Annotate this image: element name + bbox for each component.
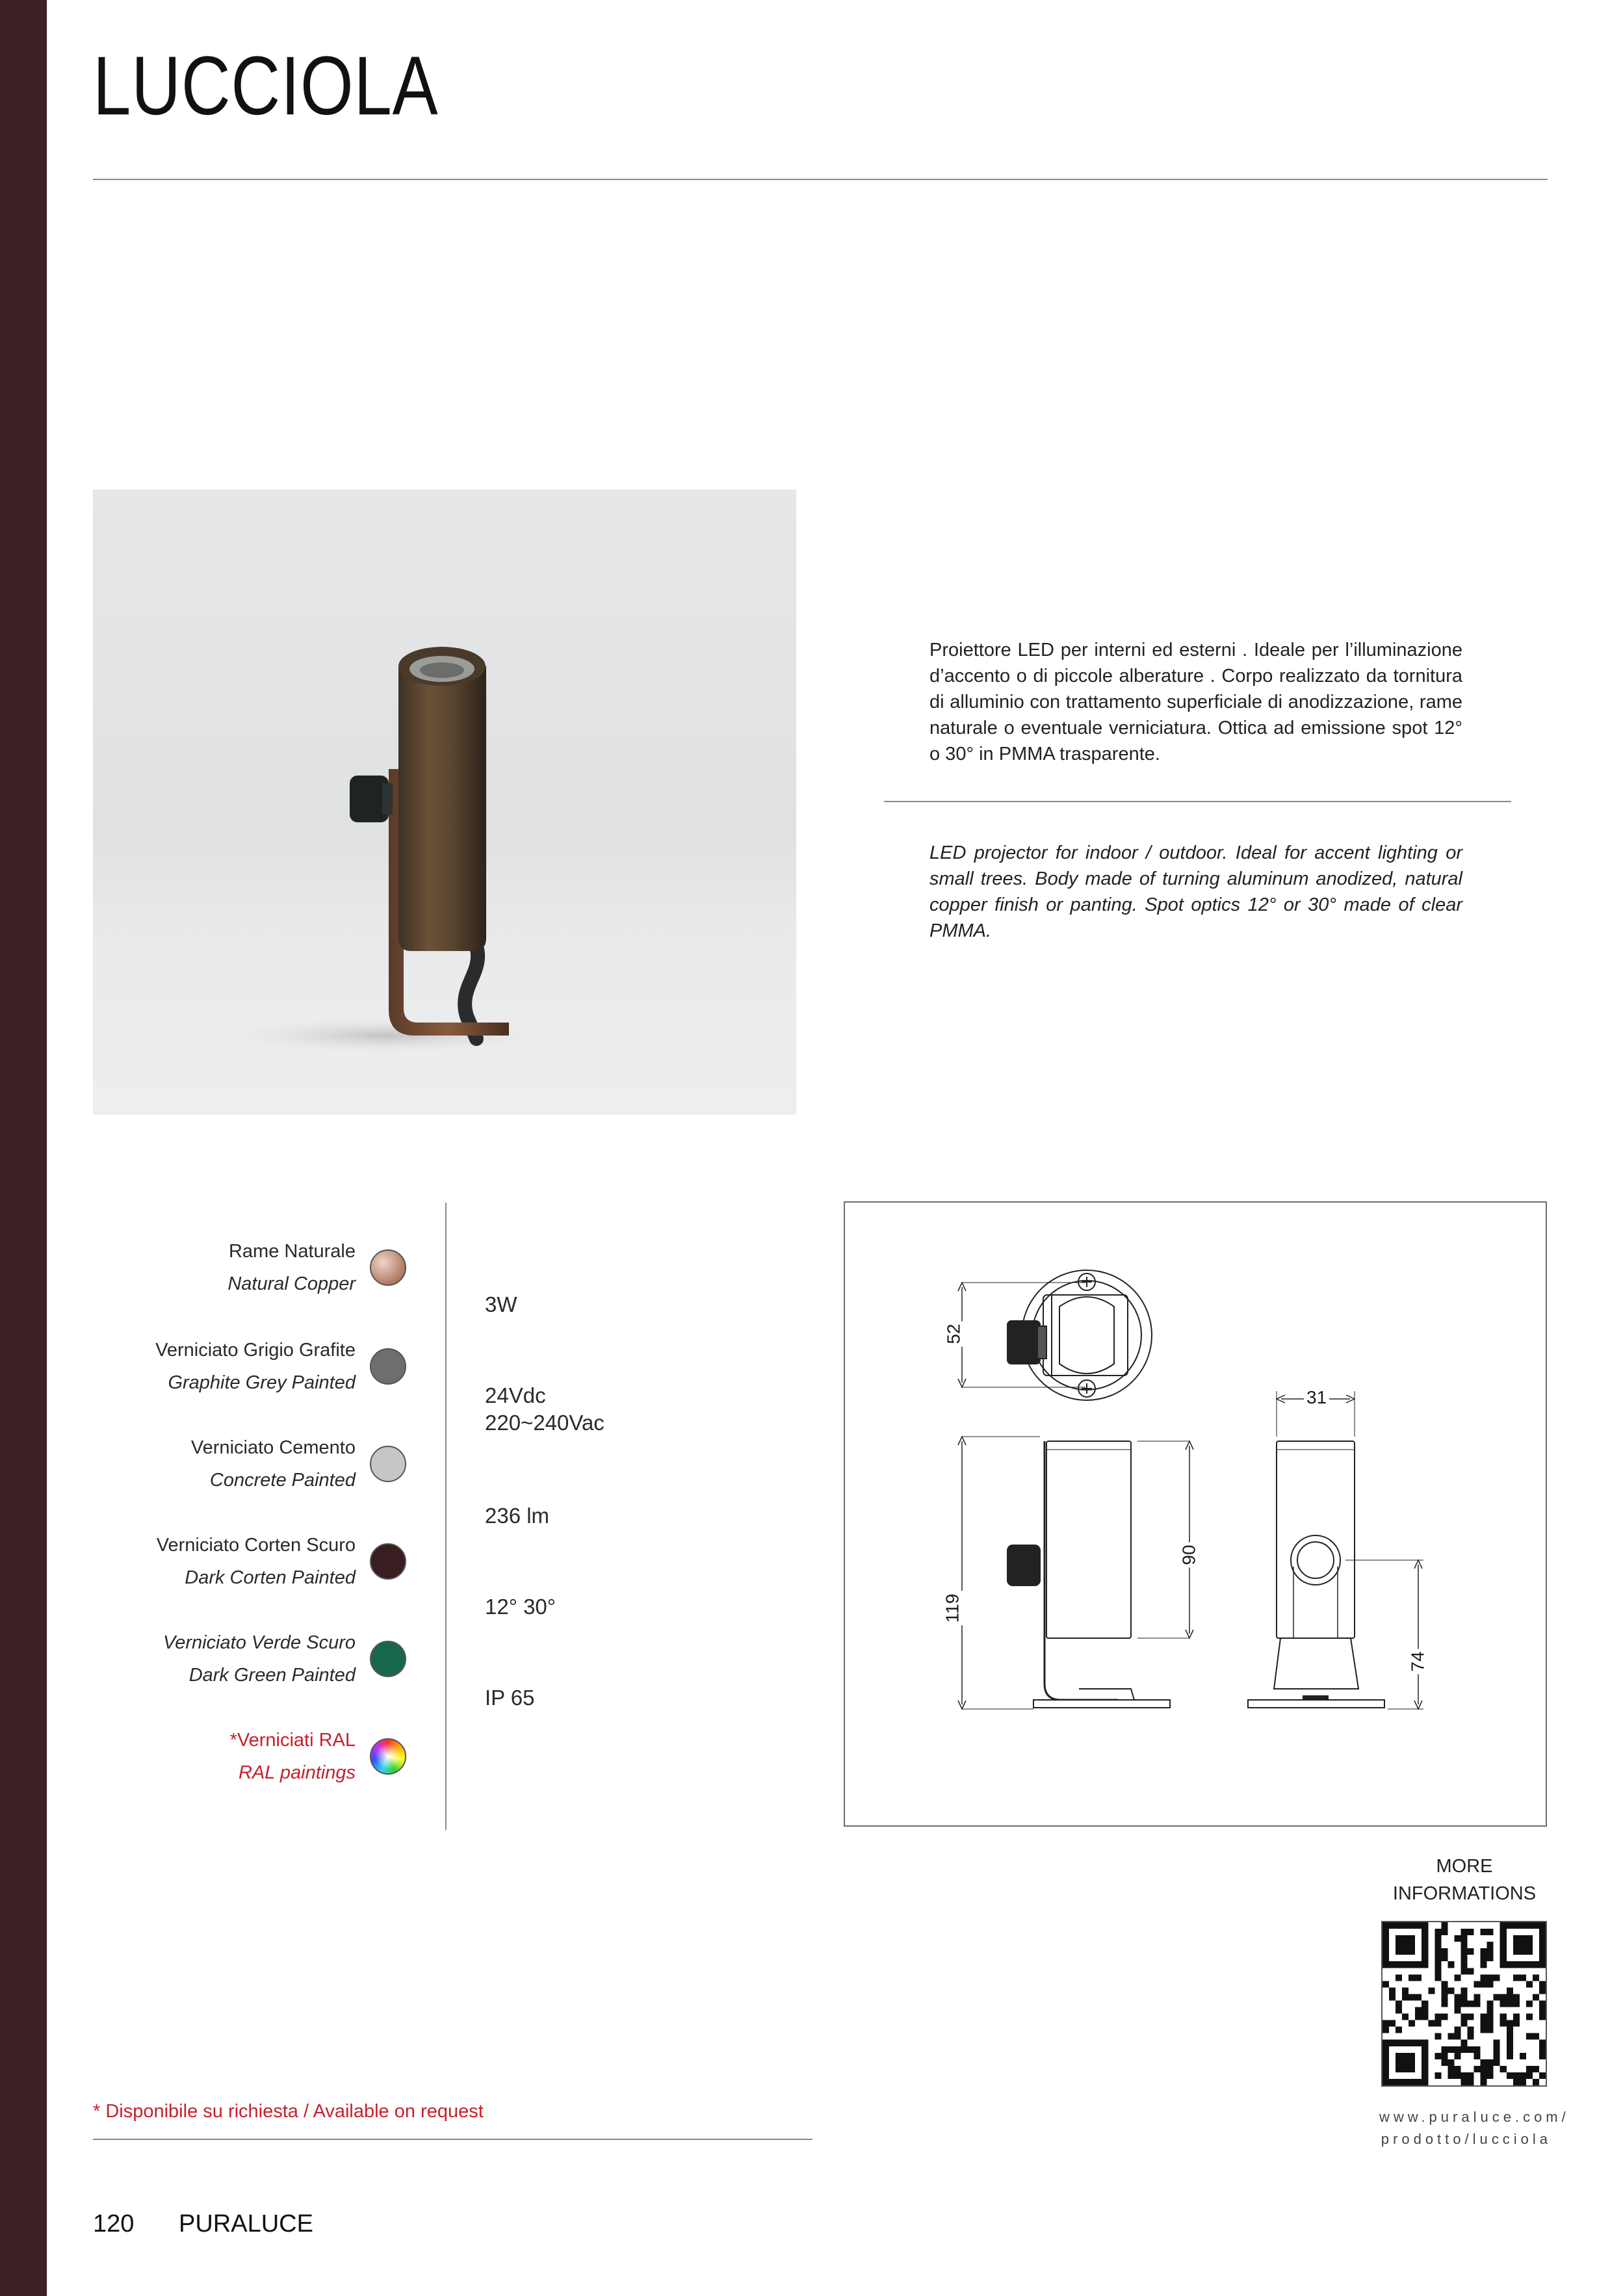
finish-label-en: RAL paintings [238,1762,356,1783]
finish-graphite-grey [97,1334,406,1399]
finish-label-it: Verniciato Verde Scuro [162,1632,356,1653]
dark-corten-swatch [370,1543,406,1580]
dim-label-90: 90 [1179,1542,1200,1567]
finish-label-it: *Verniciati RAL [229,1730,356,1751]
finish-label-it: Verniciato Corten Scuro [156,1535,356,1556]
product-url[interactable] [1379,2106,1570,2150]
specs-divider [445,1203,447,1830]
finish-label-en: Concrete Painted [209,1470,356,1491]
finish-label-en: Natural Copper [227,1273,356,1294]
dim-label-119: 119 [942,1591,963,1626]
side-view [1248,1391,1423,1709]
finish-dark-corten [97,1529,406,1594]
finish-label-it: Rame Naturale [228,1241,356,1262]
spec-ip-rating: IP 65 [485,1686,535,1710]
finish-concrete [97,1431,406,1496]
finish-natural-copper [97,1235,406,1300]
spec-power: 3W [485,1292,517,1316]
more-line-2: INFORMATIONS [1392,1883,1537,1904]
front-view [958,1437,1193,1709]
finish-label-it: Verniciato Cemento [190,1437,356,1458]
natural-copper-swatch [370,1249,406,1286]
page-number: 120 [93,2210,135,2237]
dim-label-31: 31 [1304,1387,1329,1408]
url-line-1: www.puraluce.com/ [1379,2109,1570,2125]
description-divider [884,801,1511,802]
dim-label-52: 52 [944,1321,965,1346]
footer-brand: PURALUCE [179,2210,313,2237]
technical-drawing [844,1201,1547,1827]
spec-lumen: 236 lm [485,1504,550,1528]
sidebar-accent-bar [0,0,47,2296]
graphite-grey-swatch [370,1348,406,1385]
finish-label-it: Verniciato Grigio Grafite [155,1340,356,1361]
spec-voltage-dc: 24Vdc [485,1383,546,1407]
dark-green-swatch [370,1641,406,1677]
concrete-swatch [370,1446,406,1482]
product-photo [93,489,796,1115]
dim-label-74: 74 [1408,1649,1429,1674]
ral-rainbow-swatch [370,1738,406,1775]
url-line-2: prodotto/lucciola [1381,2131,1552,2147]
qr-code-icon[interactable] [1381,1921,1547,2087]
finish-label-en: Dark Green Painted [188,1665,356,1686]
spec-voltage-ac: 220~240Vac [485,1411,604,1435]
top-view [958,1270,1152,1400]
footnote-divider [93,2139,812,2140]
more-line-1: MORE [1436,1856,1493,1877]
spec-optics: 12° 30° [485,1595,556,1619]
finish-ral [97,1724,406,1789]
finish-label-en: Graphite Grey Painted [168,1372,356,1393]
availability-note: * Disponibile su richiesta / Available on request [93,2101,484,2122]
finish-dark-green [97,1626,406,1691]
description-english: LED projector for indoor / outdoor. Ideal for accent lighting or small trees. Body made of turning aluminum anodized, natural copper finish or panting. Spot optics 12° or 30° made of clear PMMA. [929,842,1462,941]
more-informations-label [1377,1853,1552,1907]
finish-label-en: Dark Corten Painted [185,1567,356,1588]
title-divider [93,179,1548,180]
page-title: LUCCIOLA [93,40,439,133]
description-italian: Proiettore LED per interni ed esterni . Ideale per l’illuminazione d’accento o di piccole alberature . Corpo realizzato da tornitura di alluminio con trattamento superficiale di anodizzazione, rame naturale o eventuale verniciatura. Ottica ad emissione spot 12° o 30° in PMMA trasparente. [929,640,1462,764]
